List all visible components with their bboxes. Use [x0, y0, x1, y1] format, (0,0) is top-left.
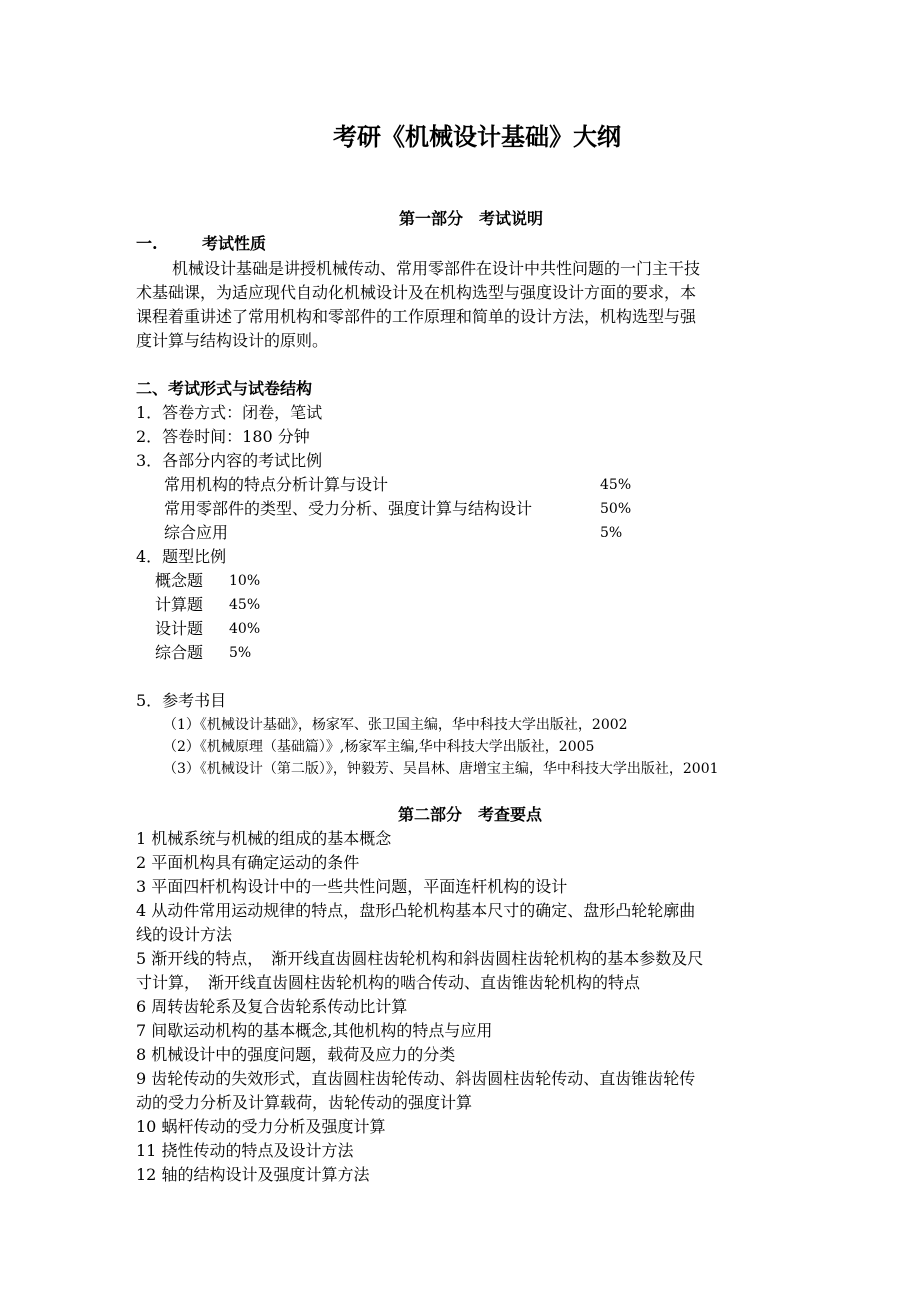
list-item: 4．题型比例: [136, 547, 227, 566]
key-point-line: 7 间歇运动机构的基本概念,其他机构的特点与应用: [136, 1021, 493, 1040]
key-point-line: 动的受力分析及计算载荷，齿轮传动的强度计算: [136, 1093, 473, 1112]
question-type-label: 计算题: [155, 595, 204, 614]
section2-title: 二、考试形式与试卷结构: [136, 379, 313, 398]
proportion-value: 5%: [600, 525, 623, 541]
list-item: 2．答卷时间：180 分钟: [136, 427, 310, 446]
key-point-line: 5 渐开线的特点， 渐开线直齿圆柱齿轮机构和斜齿圆柱齿轮机构的基本参数及尺: [136, 949, 704, 968]
proportion-label: 常用零部件的类型、受力分析、强度计算与结构设计: [164, 499, 533, 518]
key-point-line: 1 机械系统与机械的组成的基本概念: [136, 829, 392, 848]
section1-number: 一.: [136, 234, 158, 253]
reference-book: （1）《机械设计基础》，杨家军、张卫国主编，华中科技大学出版社，2002: [163, 717, 628, 733]
section1-title: 考试性质: [202, 234, 267, 253]
key-point-line: 12 轴的结构设计及强度计算方法: [136, 1165, 370, 1184]
question-type-value: 40%: [229, 621, 261, 637]
key-point-line: 6 周转齿轮系及复合齿轮系传动比计算: [136, 997, 408, 1016]
list-item: 3．各部分内容的考试比例: [136, 451, 323, 470]
question-type-value: 45%: [229, 597, 261, 613]
question-type-label: 综合题: [155, 643, 204, 662]
paragraph-line: 课程着重讲述了常用机构和零部件的工作原理和简单的设计方法，机构选型与强: [136, 307, 697, 326]
proportion-value: 45%: [600, 477, 632, 493]
part2-heading: 第二部分 考查要点: [398, 805, 543, 824]
reference-book: （3）《机械设计（第二版）》，钟毅芳、吴昌林、唐增宝主编，华中科技大学出版社，2001: [163, 761, 719, 777]
proportion-value: 50%: [600, 501, 632, 517]
part1-heading: 第一部分 考试说明: [399, 209, 544, 228]
paragraph-line: 机械设计基础是讲授机械传动、常用零部件在设计中共性问题的一门主干技: [172, 259, 701, 278]
reference-book: （2）《机械原理（基础篇）》,杨家军主编,华中科技大学出版社，2005: [163, 739, 595, 755]
question-type-label: 设计题: [155, 619, 204, 638]
key-point-line: 9 齿轮传动的失效形式，直齿圆柱齿轮传动、斜齿圆柱齿轮传动、直齿锥齿轮传: [136, 1069, 696, 1088]
key-point-line: 2 平面机构具有确定运动的条件: [136, 853, 360, 872]
key-point-line: 8 机械设计中的强度问题，载荷及应力的分类: [136, 1045, 456, 1064]
key-point-line: 线的设计方法: [136, 925, 233, 944]
list-item: 1．答卷方式：闭卷，笔试: [136, 403, 323, 422]
paragraph-line: 术基础课，为适应现代自动化机械设计及在机构选型与强度设计方面的要求，本: [136, 283, 697, 302]
list-item: 5．参考书目: [136, 691, 227, 710]
key-point-line: 4 从动件常用运动规律的特点，盘形凸轮机构基本尺寸的确定、盘形凸轮轮廓曲: [136, 901, 696, 920]
question-type-value: 5%: [229, 645, 252, 661]
proportion-label: 综合应用: [164, 523, 229, 542]
key-point-line: 寸计算， 渐开线直齿圆柱齿轮机构的啮合传动、直齿锥齿轮机构的特点: [136, 973, 641, 992]
key-point-line: 3 平面四杆机构设计中的一些共性问题，平面连杆机构的设计: [136, 877, 568, 896]
key-point-line: 10 蜗杆传动的受力分析及强度计算: [136, 1117, 386, 1136]
question-type-label: 概念题: [155, 571, 204, 590]
question-type-value: 10%: [229, 573, 261, 589]
document-title: 考研《机械设计基础》大纲: [333, 122, 621, 151]
key-point-line: 11 挠性传动的特点及设计方法: [136, 1141, 354, 1160]
proportion-label: 常用机构的特点分析计算与设计: [164, 475, 389, 494]
paragraph-line: 度计算与结构设计的原则。: [136, 331, 329, 350]
